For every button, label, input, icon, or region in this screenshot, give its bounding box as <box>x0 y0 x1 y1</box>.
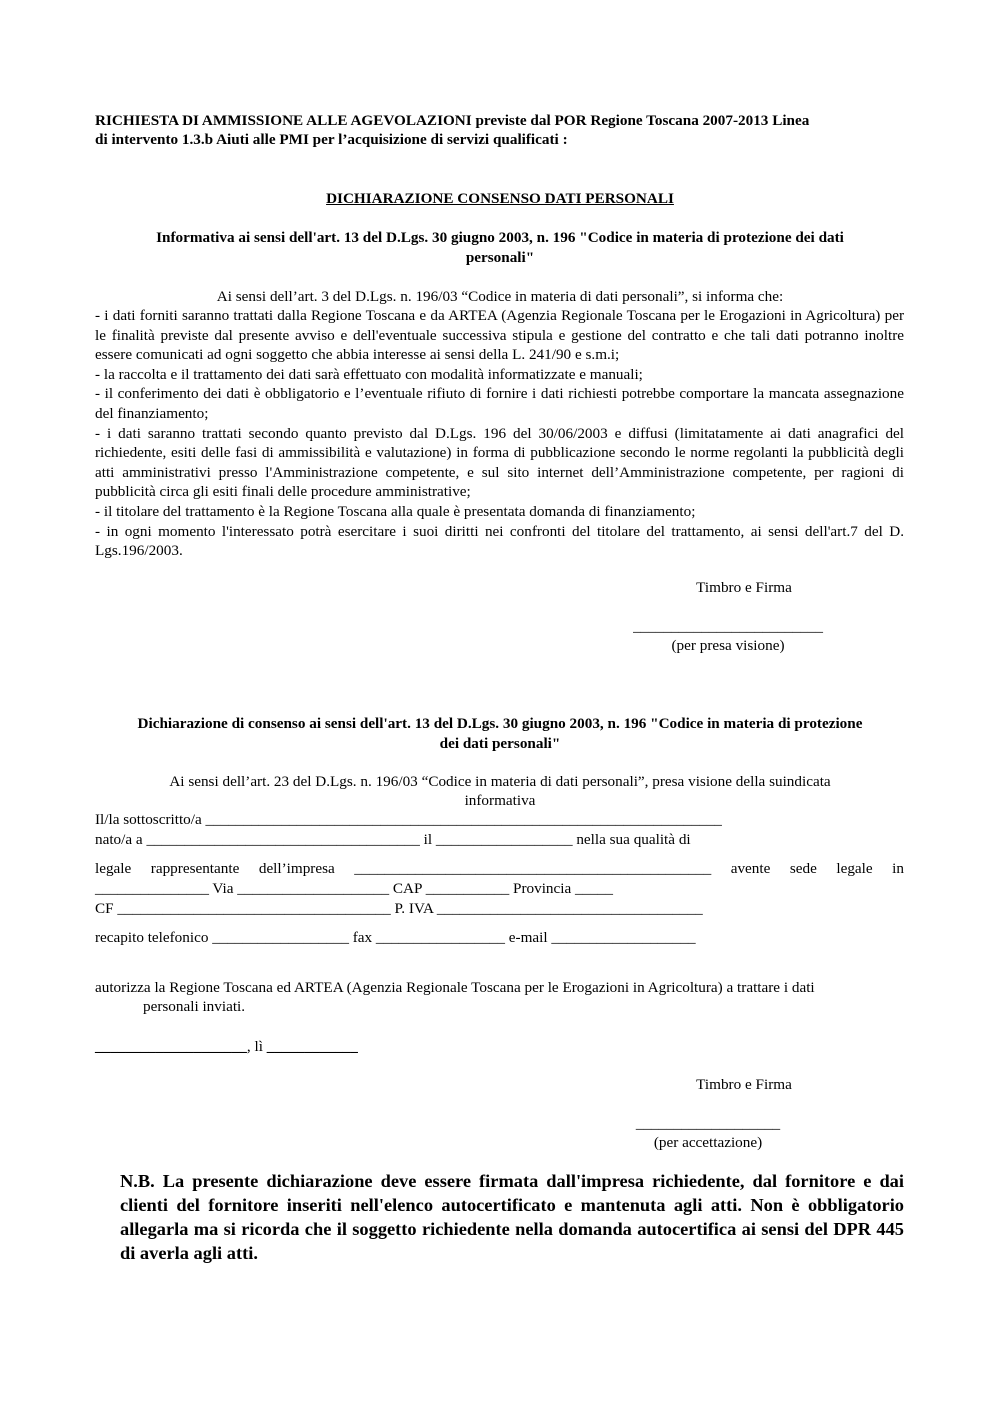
section1-item: - in ogni momento l'interessato potrà esercitare i suoi diritti nei confronti del titolare del trattamento, ai sensi dell'art.7 del D. Lgs.196/2003. <box>95 522 904 560</box>
final-note: N.B. La presente dichiarazione deve essere firmata dall'impresa richiedente, dal fornitore e dai clienti del fornitore inseriti nell'elenco autocertificato e mantenuta agli atti. Non è obbligatorio allegarla ma si ricorda che il soggetto richiedente nella domanda autocertifica ai sensi del DPR 445 di averla agli atti. <box>120 1171 904 1263</box>
form-line-name: Il/la sottoscritto/a ____________________________________________________________________ <box>95 811 722 828</box>
legal-rep-word: rappresentante <box>150 860 240 877</box>
legal-rep-word: in <box>892 860 904 877</box>
section1-title: DICHIARAZIONE CONSENSO DATI PERSONALI <box>326 190 674 207</box>
section2-signature-line: ___________________ <box>635 1115 781 1132</box>
form-line-birth: nato/a a ____________________________________ il __________________ nella sua qualità di <box>95 831 691 848</box>
legal-rep-word: avente <box>730 860 771 877</box>
section2-title-line-1: Dichiarazione di consenso ai sensi dell'art. 13 del D.Lgs. 30 giugno 2003, n. 196 "Codice in materia di protezione <box>137 715 863 732</box>
form-line-legal-representative <box>95 859 904 879</box>
header-line-1: RICHIESTA DI AMMISSIONE ALLE AGEVOLAZIONI previste dal POR Regione Toscana 2007-2013 Linea <box>95 112 810 129</box>
section1-signature-line: _________________________ <box>633 618 823 635</box>
form-line-tax-codes: CF ____________________________________ P. IVA ___________________________________ <box>95 900 703 917</box>
section2-intro-line-1: Ai sensi dell’art. 23 del D.Lgs. n. 196/03 “Codice in materia di dati personali”, presa visione della suindicata <box>169 773 831 790</box>
section1-item: - il conferimento dei dati è obbligatorio e l’eventuale rifiuto di fornire i dati richiesti potrebbe comportare la mancata assegnazione del finanziamento; <box>95 385 904 422</box>
place-blank: ____________________ <box>95 1038 247 1055</box>
section2-stamp-label: Timbro e Firma <box>696 1076 792 1093</box>
section1-intro: Ai sensi dell’art. 3 del D.Lgs. n. 196/03 “Codice in materia di dati personali”, si informa che: <box>216 288 784 305</box>
authorization-line-1: autorizza la Regione Toscana ed ARTEA (Agenzia Regionale Toscana per le Erogazioni in Agricoltura) a trattare i dati <box>95 979 815 996</box>
section1-item: - il titolare del trattamento è la Regione Toscana alla quale è presentata domanda di finanziamento; <box>95 502 696 520</box>
legal-rep-word: legale <box>95 860 132 877</box>
legal-rep-word: sede <box>789 860 817 877</box>
company-name-blank: _______________________________________________ <box>354 860 712 877</box>
section1-signature-note: (per presa visione) <box>671 637 785 654</box>
section1-item: - i dati saranno trattati secondo quanto previsto dal D.Lgs. 196 del 30/06/2003 e diffusi (limitatamente ai dati anagrafici del richiedente, esiti delle fasi di ammissibilità e valutazione) in forma di pubblicazione secondo le norme regolanti la pubblicità degli atti amministrativi presso l'Amministrazione competente, e sul sito internet dell’Amministrazione competente, per ragioni di pubblicità circa gli esiti finali delle procedure amministrative; <box>95 424 904 501</box>
section1-subtitle-line-1: Informativa ai sensi dell'art. 13 del D.Lgs. 30 giugno 2003, n. 196 "Codice in materia di protezione dei dati <box>156 229 844 246</box>
section1-subtitle-line-2: personali" <box>465 249 535 266</box>
authorization-line-2: personali inviati. <box>143 998 246 1015</box>
section2-intro-line-2: informativa <box>464 792 536 809</box>
section1-item: - i dati forniti saranno trattati dalla Regione Toscana e da ARTEA (Agenzia Regionale Toscana per le Erogazioni in Agricoltura) per le finalità previste dal presente avviso e dell'eventuale successiva stipula e gestione del contratto e che tali dati potranno inoltre essere comunicati ad ogni soggetto che abbia interesse ai sensi della L. 241/90 e s.m.i; <box>95 307 904 364</box>
section1-item: - la raccolta e il trattamento dei dati sarà effettuato con modalità informatizzate e manuali; <box>95 365 643 383</box>
section1-stamp-label: Timbro e Firma <box>696 579 792 596</box>
place-date-line <box>95 1037 358 1057</box>
form-line-address: _______________ Via ____________________ CAP ___________ Provincia _____ <box>95 880 613 897</box>
section2-signature-note: (per accettazione) <box>653 1134 763 1151</box>
place-separator: , lì <box>246 1038 263 1055</box>
date-blank: ____________ <box>266 1038 358 1055</box>
form-line-contacts: recapito telefonico __________________ fax _________________ e-mail ___________________ <box>95 929 696 946</box>
section1-items <box>95 306 904 561</box>
legal-rep-word: legale <box>836 860 873 877</box>
header-line-2: di intervento 1.3.b Aiuti alle PMI per l’acquisizione di servizi qualificati : <box>95 131 568 148</box>
legal-rep-word: dell’impresa <box>258 860 335 877</box>
section2-title-line-2: dei dati personali" <box>439 735 561 752</box>
